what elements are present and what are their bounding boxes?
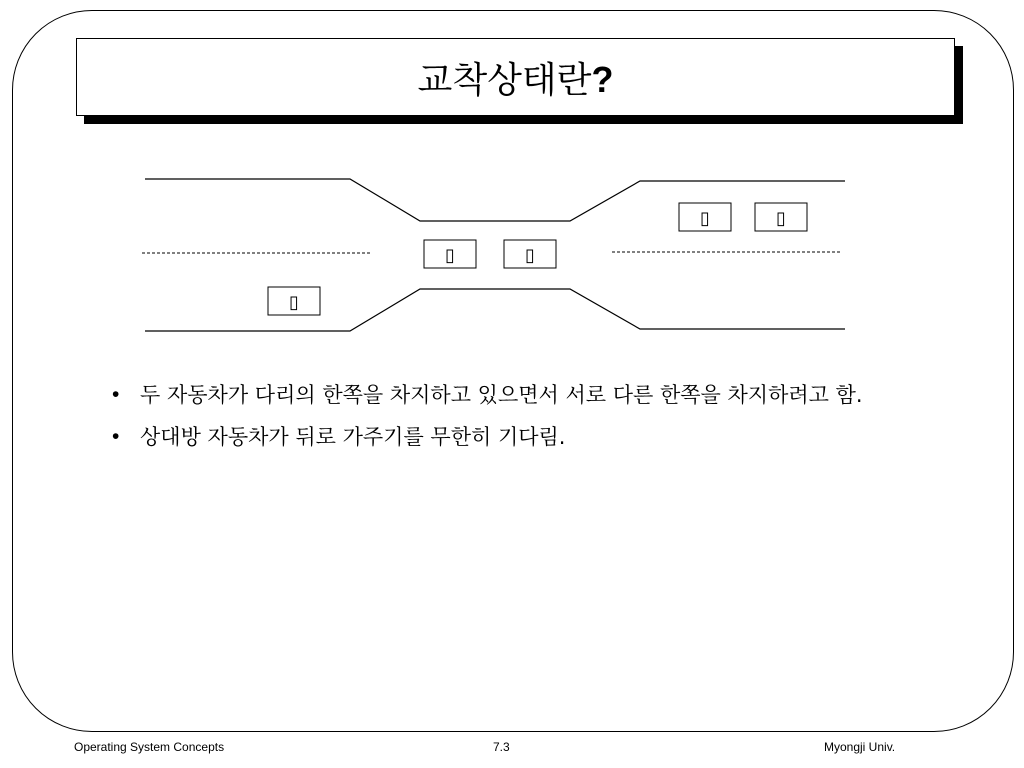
bullet-item-2: [112, 422, 882, 452]
footer-course: Operating System Concepts: [74, 740, 225, 754]
car-right-2: [755, 203, 807, 231]
car-left-1: [268, 287, 320, 315]
car-right-2-glyph: ▯: [776, 208, 786, 229]
bullet-marker: •: [112, 383, 120, 406]
car-right-1: [679, 203, 731, 231]
car-left-1-glyph: ▯: [289, 292, 299, 313]
car-right-1-glyph: ▯: [700, 208, 710, 229]
bullet-list: [112, 380, 882, 464]
slide-title-mark: ?: [591, 58, 614, 100]
bullet-marker: •: [112, 425, 120, 448]
bullet-text-2: 상대방 자동차가 뒤로 가주기를 무한히 기다림.: [140, 425, 566, 449]
bullet-text-1: 두 자동차가 다리의 한쪽을 차지하고 있으면서 서로 다른 한쪽을 차지하려고 함.: [140, 383, 863, 407]
car-bridge-1-glyph: ▯: [445, 245, 455, 266]
footer-university: Myongji Univ.: [824, 740, 896, 754]
slide-title-text: 교착상태란: [417, 59, 592, 101]
car-bridge-1: [424, 240, 476, 268]
road-edge-bottom: [145, 289, 845, 331]
car-bridge-2-glyph: ▯: [525, 245, 535, 266]
road-edge-top: [145, 179, 845, 221]
bullet-item-1: [112, 380, 882, 410]
car-bridge-2: [504, 240, 556, 268]
footer-page-number: 7.3: [493, 740, 510, 754]
